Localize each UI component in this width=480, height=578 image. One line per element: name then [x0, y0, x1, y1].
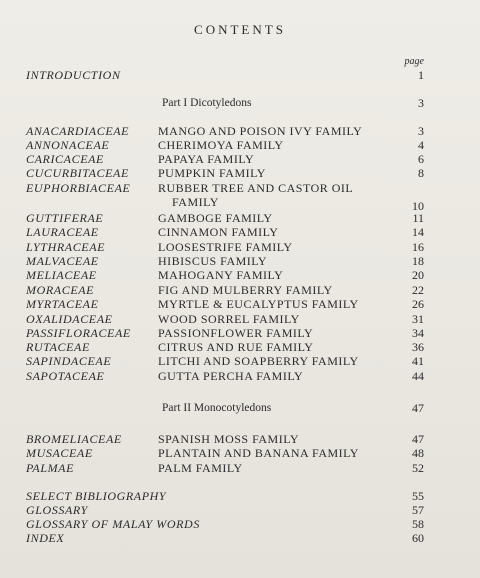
toc-entry	[0, 369, 480, 384]
family-latin-name: SAPINDACEAE	[26, 354, 112, 368]
toc-entry	[0, 124, 480, 139]
page-column-header: page	[404, 56, 424, 67]
family-latin-name: CARICACEAE	[26, 152, 104, 166]
toc-entry	[0, 254, 480, 269]
family-latin-name: PASSIFLORACEAE	[26, 326, 131, 340]
toc-entry	[0, 96, 480, 111]
family-latin-name: GUTTIFERAE	[26, 211, 104, 225]
page-number: 3	[418, 124, 424, 138]
family-common-name: FAMILY	[172, 195, 219, 209]
family-latin-name: BROMELIACEAE	[26, 432, 122, 446]
page-number: 4	[418, 138, 424, 152]
toc-entry	[0, 181, 480, 196]
toc-entry	[0, 312, 480, 327]
family-common-name: RUBBER TREE AND CASTOR OIL	[158, 181, 354, 195]
page-number: 20	[412, 268, 424, 282]
family-common-name: PASSIONFLOWER FAMILY	[158, 326, 314, 340]
toc-entry	[0, 268, 480, 283]
family-common-name: PUMPKIN FAMILY	[158, 166, 266, 180]
page-number: 47	[412, 432, 424, 446]
page-number: 47	[412, 401, 424, 415]
page-number: 14	[412, 225, 424, 239]
page-number: 26	[412, 297, 424, 311]
toc-entry	[0, 68, 480, 83]
family-latin-name: CUCURBITACEAE	[26, 166, 129, 180]
section-title: GLOSSARY OF MALAY WORDS	[26, 517, 200, 531]
family-common-name: LOOSESTRIFE FAMILY	[158, 240, 293, 254]
toc-entry	[0, 211, 480, 226]
family-latin-name: SAPOTACEAE	[26, 369, 105, 383]
page-number: 57	[412, 503, 424, 517]
toc-entry	[0, 138, 480, 153]
page-number: 1	[418, 68, 424, 82]
family-common-name: CINNAMON FAMILY	[158, 225, 279, 239]
family-common-name: GUTTA PERCHA FAMILY	[158, 369, 304, 383]
toc-entry	[0, 326, 480, 341]
family-latin-name: MALVACEAE	[26, 254, 99, 268]
family-latin-name: MUSACEAE	[26, 446, 93, 460]
toc-entry	[0, 503, 480, 518]
family-common-name: PALM FAMILY	[158, 461, 243, 475]
section-title: SELECT BIBLIOGRAPHY	[26, 489, 167, 503]
family-latin-name: MELIACEAE	[26, 268, 97, 282]
toc-entry	[0, 461, 480, 476]
toc-entry	[0, 517, 480, 532]
toc-entry	[0, 240, 480, 255]
toc-entry	[0, 354, 480, 369]
toc-entry	[0, 195, 480, 213]
page-number: 36	[412, 340, 424, 354]
family-common-name: FIG AND MULBERRY FAMILY	[158, 283, 333, 297]
family-latin-name: MYRTACEAE	[26, 297, 99, 311]
page-number: 44	[412, 369, 424, 383]
toc-entry	[0, 401, 480, 416]
toc-entry	[0, 340, 480, 355]
family-latin-name: ANNONACEAE	[26, 138, 110, 152]
section-title: INTRODUCTION	[26, 68, 121, 82]
toc-entry	[0, 297, 480, 312]
page-number: 31	[412, 312, 424, 326]
page-number: 18	[412, 254, 424, 268]
page-number: 6	[418, 152, 424, 166]
family-common-name: HIBISCUS FAMILY	[158, 254, 268, 268]
family-latin-name: RUTACEAE	[26, 340, 90, 354]
family-common-name: MANGO AND POISON IVY FAMILY	[158, 124, 363, 138]
section-title: GLOSSARY	[26, 503, 88, 517]
section-title: INDEX	[26, 531, 65, 545]
toc-entry	[0, 446, 480, 461]
toc-entry	[0, 283, 480, 298]
family-latin-name: ANACARDIACEAE	[26, 124, 130, 138]
family-latin-name: PALMAE	[26, 461, 75, 475]
part-heading: Part I Dicotyledons	[162, 97, 252, 109]
page-number: 8	[418, 166, 424, 180]
page-number: 34	[412, 326, 424, 340]
toc-entry	[0, 432, 480, 447]
family-latin-name: OXALIDACEAE	[26, 312, 113, 326]
page-number: 16	[412, 240, 424, 254]
page-number: 60	[412, 531, 424, 545]
page-number: 11	[412, 211, 424, 225]
family-common-name: GAMBOGE FAMILY	[158, 211, 273, 225]
part-heading: Part II Monocotyledons	[162, 402, 272, 414]
family-common-name: MYRTLE & EUCALYPTUS FAMILY	[158, 297, 359, 311]
family-common-name: MAHOGANY FAMILY	[158, 268, 284, 282]
family-common-name: WOOD SORREL FAMILY	[158, 312, 300, 326]
page-number: 58	[412, 517, 424, 531]
toc-entry	[0, 166, 480, 181]
family-latin-name: EUPHORBIACEAE	[26, 181, 131, 195]
family-common-name: CHERIMOYA FAMILY	[158, 138, 284, 152]
toc-entry	[0, 225, 480, 240]
family-latin-name: LAURACEAE	[26, 225, 99, 239]
page-number: 48	[412, 446, 424, 460]
page-number: 55	[412, 489, 424, 503]
contents-title: CONTENTS	[194, 22, 286, 37]
family-common-name: CITRUS AND RUE FAMILY	[158, 340, 314, 354]
family-latin-name: MORACEAE	[26, 283, 95, 297]
family-latin-name: LYTHRACEAE	[26, 240, 106, 254]
toc-entry	[0, 489, 480, 504]
page-number: 52	[412, 461, 424, 475]
family-common-name: SPANISH MOSS FAMILY	[158, 432, 300, 446]
family-common-name: LITCHI AND SOAPBERRY FAMILY	[158, 354, 359, 368]
page-number: 3	[418, 96, 424, 110]
family-common-name: PAPAYA FAMILY	[158, 152, 255, 166]
page-number: 10	[412, 199, 424, 213]
toc-entry	[0, 531, 480, 546]
page-number: 22	[412, 283, 424, 297]
toc-entry	[0, 152, 480, 167]
family-common-name: PLANTAIN AND BANANA FAMILY	[158, 446, 359, 460]
page-number: 41	[412, 354, 424, 368]
